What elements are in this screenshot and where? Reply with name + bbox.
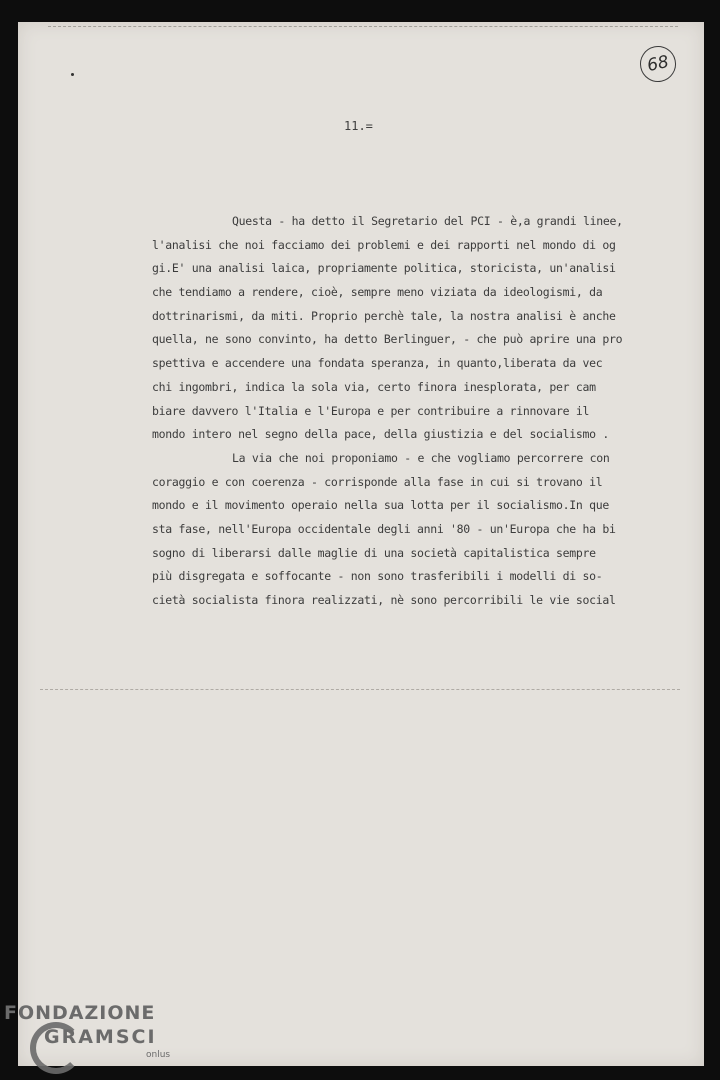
text-line: biare davvero l'Italia e l'Europa e per contribuire a rinnovare il xyxy=(152,403,590,418)
text-line: che tendiamo a rendere, cioè, sempre meno viziata da ideologismi, da xyxy=(152,285,603,300)
page-stamp xyxy=(637,43,680,86)
paper-sheet xyxy=(18,22,704,1066)
watermark-line3: onlus xyxy=(146,1050,171,1060)
text-line: più disgregata e soffocante - non sono trasferibili i modelli di so- xyxy=(152,569,603,584)
text-line: La via che noi proponiamo - e che vogliamo percorrere con xyxy=(232,450,610,465)
top-edge-mark xyxy=(48,26,678,29)
text-line: mondo intero nel segno della pace, della giustizia e del socialismo . xyxy=(152,427,610,442)
text-line: mondo e il movimento operaio nella sua lotta per il socialismo.In que xyxy=(152,498,610,513)
text-line: spettiva e accendere una fondata speranza, in quanto,liberata da vec xyxy=(152,356,603,371)
page-number: 11.= xyxy=(344,119,373,133)
text-line: sta fase, nell'Europa occidentale degli anni '80 - un'Europa che ha bi xyxy=(152,521,616,536)
fold-line xyxy=(40,689,680,690)
text-line: quella, ne sono convinto, ha detto Berlinguer, - che può aprire una pro xyxy=(152,332,623,347)
text-line: dottrinarismi, da miti. Proprio perchè tale, la nostra analisi è anche xyxy=(152,308,616,323)
text-line: coraggio e con coerenza - corrisponde alla fase in cui si trovano il xyxy=(152,474,603,489)
text-line: Questa - ha detto il Segretario del PCI - è,a grandi linee, xyxy=(232,214,623,228)
typed-text xyxy=(152,210,652,613)
text-line: chi ingombri, indica la sola via, certo finora inesplorata, per cam xyxy=(152,379,596,394)
watermark-line1: FONDAZIONE xyxy=(4,1002,156,1024)
page-stamp-number: 68 xyxy=(645,51,671,77)
text-line: cietà socialista finora realizzati, nè sono percorribili le vie social xyxy=(152,593,616,607)
text-line: gi.E' una analisi laica, propriamente politica, storicista, un'analisi xyxy=(152,261,616,276)
ink-speck xyxy=(71,73,74,76)
fondazione-gramsci-watermark xyxy=(4,1002,204,1072)
watermark-line2: GRAMSCI xyxy=(44,1026,157,1048)
text-line: l'analisi che noi facciamo dei problemi e dei rapporti nel mondo di og xyxy=(152,237,616,252)
text-line: sogno di liberarsi dalle maglie di una società capitalistica sempre xyxy=(152,545,596,560)
